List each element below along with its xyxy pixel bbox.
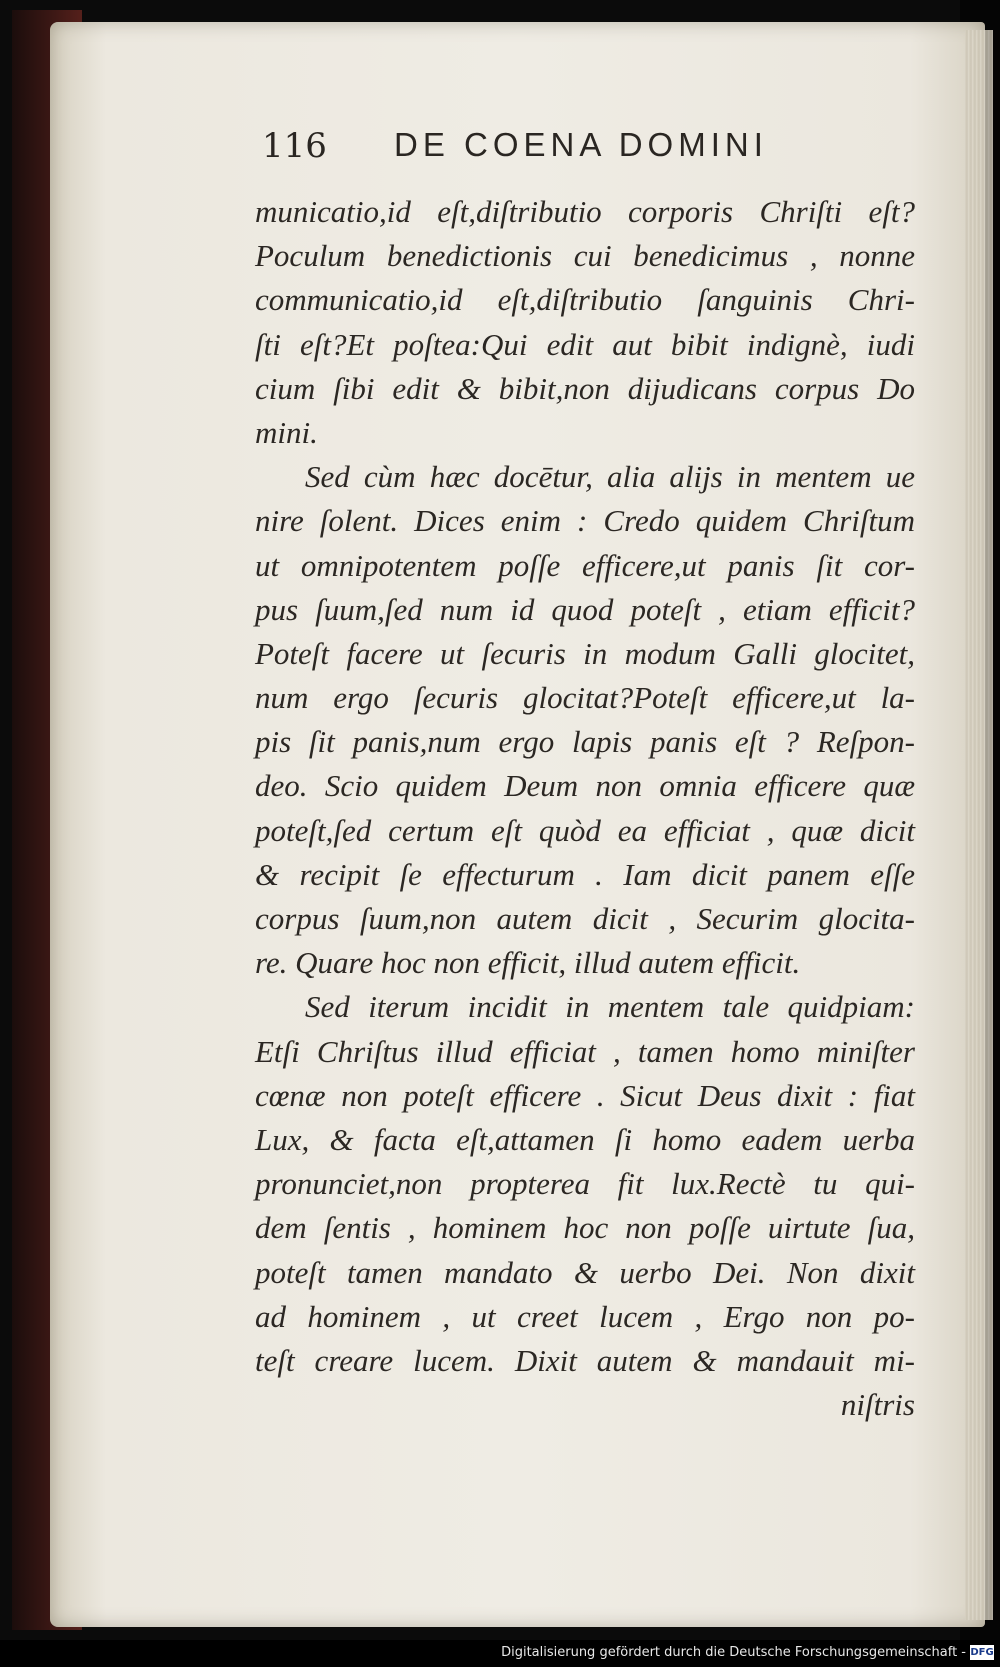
page-stack-edge	[965, 30, 993, 1620]
footer-bar	[0, 1640, 1000, 1667]
running-head	[262, 126, 962, 176]
page-number: 116	[262, 126, 327, 166]
text-line: poteſt,ſed certum eſt quòd ea efficiat , quæ dicit	[255, 812, 915, 848]
text-line: corpus ſuum,non autem dicit , Securim glocita-	[255, 901, 915, 936]
text-line: & recipit ſe effecturum . Iam dicit panem eſſe	[255, 856, 915, 892]
running-title: DE COENA DOMINI	[394, 126, 768, 163]
text-line: Lux, & facta eſt,attamen ſi homo eadem uerba	[255, 1121, 915, 1157]
text-line: municatio,id eſt,diſtributio corporis Chriſti eſt?	[255, 194, 915, 229]
text-line: pis ſit panis,num ergo lapis panis eſt ? Reſpon-	[255, 724, 915, 760]
catchword: niſtris	[840, 1387, 915, 1423]
text-line: dem ſentis , hominem hoc non poſſe uirtute ſua,	[255, 1210, 915, 1246]
text-line: Poteſt facere ut ſecuris in modum Galli glocitet,	[255, 635, 915, 671]
text-line: pronunciet,non propterea fit lux.Rectè tu qui-	[255, 1166, 915, 1202]
funding-credit: Digitalisierung gefördert durch die Deutsche Forschungsgemeinschaft -	[501, 1645, 966, 1660]
text-line: num ergo ſecuris glocitat?Poteſt efficere,ut la-	[255, 680, 915, 716]
body-text	[255, 190, 915, 1427]
text-line: mini.	[255, 414, 318, 450]
text-line: deo. Scio quidem Deum non omnia efficere quæ	[255, 768, 915, 804]
paragraph-start: Sed iterum incidit in mentem tale quidpiam:	[305, 989, 915, 1025]
text-line: nire ſolent. Dices enim : Credo quidem Chriſtum	[255, 503, 915, 539]
text-line: ut omnipotentem poſſe efficere,ut panis ſit cor-	[255, 547, 915, 583]
text-line: cœnæ non poteſt efficere . Sicut Deus dixit : fiat	[255, 1077, 915, 1113]
text-line: ad hominem , ut creet lucem , Ergo non po-	[255, 1298, 915, 1334]
text-line: communicatio,id eſt,diſtributio ſanguinis Chri-	[255, 282, 915, 318]
text-line: pus ſuum,ſed num id quod poteſt , etiam efficit?	[255, 591, 915, 627]
dfg-logo: DFG	[970, 1647, 994, 1658]
paragraph-start: Sed cùm hæc docētur, alia alijs in mentem ue	[305, 459, 915, 495]
text-line: cium ſibi edit & bibit,non dijudicans corpus Do	[255, 370, 915, 406]
text-line: Poculum benedictionis cui benedicimus , nonne	[255, 238, 915, 274]
text-line: Etſi Chriſtus illud efficiat , tamen homo miniſter	[255, 1033, 915, 1069]
text-line: ſti eſt?Et poſtea:Qui edit aut bibit indignè, iudi	[255, 326, 915, 362]
text-line: poteſt tamen mandato & uerbo Dei. Non dixit	[255, 1254, 915, 1290]
text-line: teſt creare lucem. Dixit autem & mandauit mi-	[255, 1342, 915, 1378]
text-line: re. Quare hoc non efficit, illud autem efficit.	[255, 945, 801, 981]
